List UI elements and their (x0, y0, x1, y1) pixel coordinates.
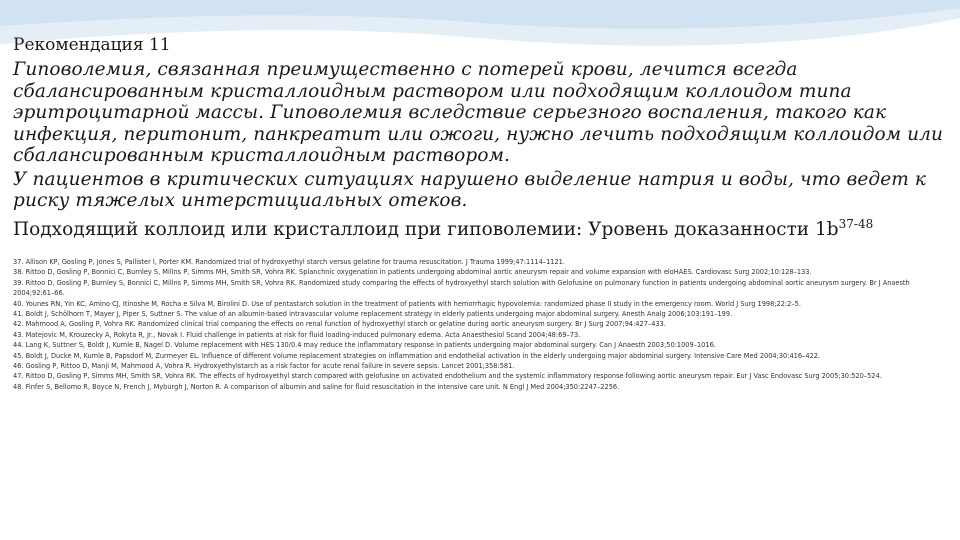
reference-item: 48. Finfer S, Bellomo R, Boyce N, French J, Myburgh J, Norton R. A comparison of albumin and saline for fluid resuscitation in the intensive care unit. N Engl J Med 2004;350:2247–2256. (13, 382, 620, 391)
reference-item: 47. Rittoo D, Gosling P, Simms MH, Smith SR, Vohra RK. The effects of hydroxyethyl starch compared with gelofusine on activated endothelium and the systemic inflammatory response following aortic aneurysm repair. Eur J Vasc Endovasc Surg 2005;30:520–524. (13, 372, 882, 381)
reference-item: 44. Lang K, Suttner S, Boldt J, Kumle B, Nagel D. Volume replacement with HES 130/0.4 may reduce the inflammatory response in patients undergoing major abdominal surgery. Can J Anaesth 2003;50:1009–1016. (13, 341, 716, 350)
reference-item: 39. Rittoo D, Gosling P, Burnley S, Bonnici C, Millns P, Simms MH, Smith SR, Vohra RK. Randomized study comparing the effects of hydroxyethyl starch solution with Gelofusine on pulmonary function in patients undergoing abdominal aortic aneurysm surgery. Br J Anaesth 2004;92:61–66. (13, 278, 910, 298)
reference-item: 42. Mahmood A, Gosling P, Vohra RK. Randomized clinical trial comparing the effects on renal function of hydroxyethyl starch or gelatine during aortic aneurysm surgery. Br J Surg 2007;94:427–433. (13, 320, 666, 329)
slide-heading: Рекомендация 11 (13, 35, 171, 55)
reference-item: 38. Rittoo D, Gosling P, Bonnici C, Burnley S, Millns P, Simms MH, Smith SR, Vohra RK. Splanchnic oxygenation in patients undergoing abdominal aortic aneurysm repair and volume expansion with eloHAES. Cardiovasc Surg 2002;10:128–133. (13, 268, 812, 277)
reference-item: 43. Matejovic M, Krouzecky A, Rokyta R, Jr., Novak I. Fluid challenge in patients at risk for fluid loading-induced pulmonary edema. Acta Anaesthesiol Scand 2004;48:69–73. (13, 330, 581, 339)
recommendation-paragraph-1: Гиповолемия, связанная преимущественно с потерей крови, лечится всегда сбалансированным кристаллоидным раствором или подходящим коллоидом типа эритроцитарной массы. Гиповолемия вследствие серьезного воспаления, такого как инфекция, перитонит, панкреатит или ожоги, нужно лечить подходящим коллоидом или сбалансированным кристаллоидным раствором. (13, 59, 944, 166)
slide-content (13, 34, 948, 392)
references-list (13, 257, 948, 392)
evidence-level-text: Подходящий коллоид или кристаллоид при гиповолемии: Уровень доказанности 1b (13, 218, 839, 240)
evidence-level-superscript: 37-48 (838, 216, 874, 231)
reference-item: 41. Boldt J, Schölhorn T, Mayer J, Piper S, Suttner S. The value of an albumin-based intravascular volume replacement strategy in elderly patients undergoing major abdominal surgery. Anesth Analg 2006;103:191–199. (13, 310, 733, 319)
reference-item: 45. Boldt J, Ducke M, Kumle B, Papsdorf M, Zurmeyer EL. Influence of different volume replacement strategies on inflammation and endothelial activation in the elderly undergoing major abdominal surgery. Intensive Care Med 2004;30:416–422. (13, 351, 821, 360)
reference-item: 40. Younes RN, Yin KC, Amino CJ, Itinoshe M, Rocha e Silva M, Birolini D. Use of pentastarch solution in the treatment of patients with hemorrhagic hypovolemia: randomized phase II study in the emergency room. World J Surg 1998;22:2–5. (13, 299, 801, 308)
recommendation-paragraph-2: У пациентов в критических ситуациях нарушено выделение натрия и воды, что ведет к риску тяжелых интерстициальных отеков. (13, 168, 927, 211)
reference-item: 46. Gosling P, Rittoo D, Manji M, Mahmood A, Vohra R. Hydroxyethylstarch as a risk factor for acute renal failure in severe sepsis. Lancet 2001;358:581. (13, 362, 515, 371)
evidence-level-paragraph (13, 214, 948, 241)
reference-item: 37. Allison KP, Gosling P, Jones S, Pallister I, Porter KM. Randomized trial of hydroxyethyl starch versus gelatine for trauma resuscitation. J Trauma 1999;47:1114–1121. (13, 258, 565, 266)
